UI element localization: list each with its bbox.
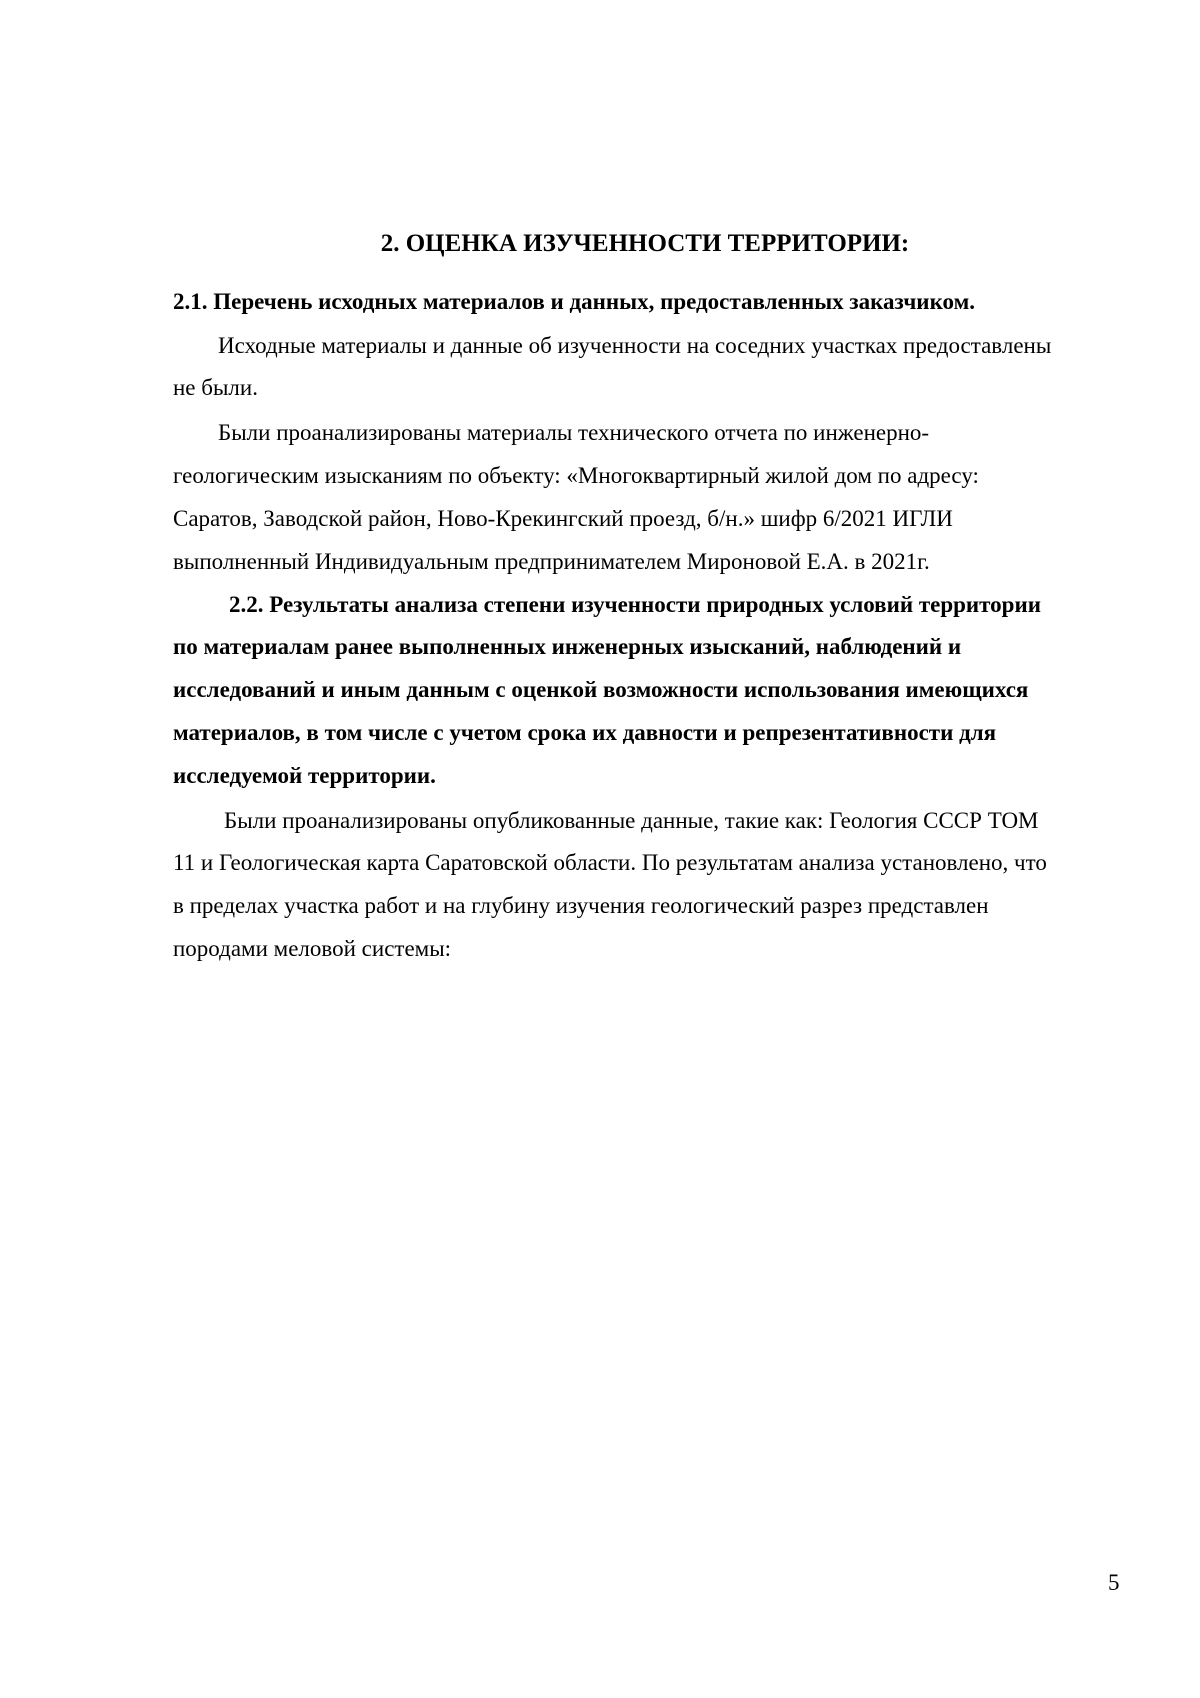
paragraph-line: породами меловой системы:	[173, 936, 452, 961]
paragraph-line: Были проанализированы материалы технического отчета по инженерно-	[218, 420, 930, 445]
paragraph-line: геологическим изысканиям по объекту: «Многоквартирный жилой дом по адресу:	[173, 463, 979, 488]
section-title: 2. ОЦЕНКА ИЗУЧЕННОСТИ ТЕРРИТОРИИ:	[380, 230, 910, 257]
subsection-2-1-heading: 2.1. Перечень исходных материалов и данных, предоставленных заказчиком.	[173, 289, 975, 314]
paragraph-line: выполненный Индивидуальным предпринимателем Мироновой Е.А. в 2021г.	[173, 549, 930, 574]
paragraph-line: 11 и Геологическая карта Саратовской области. По результатам анализа установлено, что	[173, 850, 1047, 875]
paragraph-line: не были.	[173, 375, 258, 400]
subsection-2-2-heading: исследуемой территории.	[173, 763, 436, 788]
paragraph-line: Исходные материалы и данные об изученности на соседних участках предоставлены	[218, 333, 1052, 358]
paragraph-line: Саратов, Заводской район, Ново-Крекингский проезд, б/н.» шифр 6/2021 ИГЛИ	[173, 506, 953, 531]
subsection-2-2-heading: исследований и иным данным с оценкой возможности использования имеющихся	[173, 677, 1029, 702]
subsection-2-2-heading: 2.2. Результаты анализа степени изученности природных условий территории	[229, 592, 1041, 617]
subsection-2-2-heading: материалов, в том числе с учетом срока их давности и репрезентативности для	[173, 720, 997, 745]
page-number: 5	[1108, 1570, 1120, 1595]
paragraph-line: Были проанализированы опубликованные данные, такие как: Геология СССР ТОМ	[224, 808, 1039, 833]
subsection-2-2-heading: по материалам ранее выполненных инженерных изысканий, наблюдений и	[173, 634, 962, 659]
paragraph-line: в пределах участка работ и на глубину изучения геологический разрез представлен	[173, 893, 989, 918]
